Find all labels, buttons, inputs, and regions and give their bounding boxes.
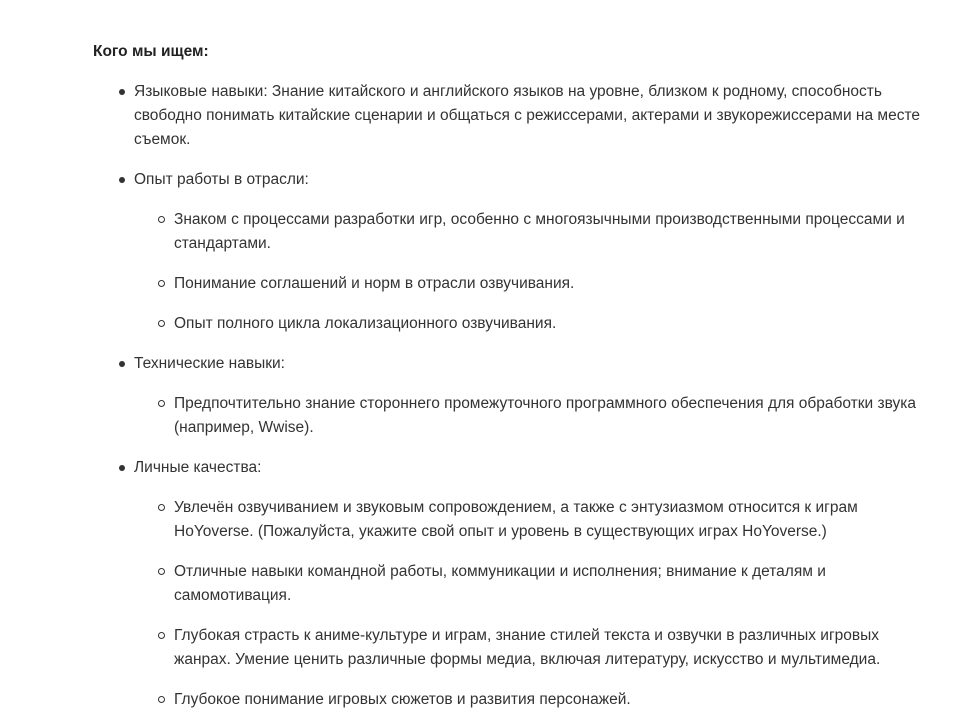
sub-list-item-text: Увлечён озвучиванием и звуковым сопровождением, а также с энтузиазмом относится к играм HoYoverse. (Пожалуйста, укажите свой опыт и уровень в существующих играх HoYoverse.): [174, 496, 938, 544]
sub-list-item: [174, 272, 938, 296]
sub-list: [134, 208, 938, 336]
sub-list-item-text: Знаком с процессами разработки игр, особенно с многоязычными производственными процессами и стандартами.: [174, 208, 938, 256]
list-item-personal-qualities: [134, 456, 938, 712]
sub-list-item-text: Предпочтительно знание стороннего промежуточного программного обеспечения для обработки звука (например, Wwise).: [174, 392, 938, 440]
list-item-text: Языковые навыки: Знание китайского и английского языков на уровне, близком к родному, способность свободно понимать китайские сценарии и общаться с режиссерами, актерами и звукорежиссерами на месте съемок.: [134, 80, 938, 152]
sub-list: [134, 496, 938, 712]
sub-list-item: [174, 496, 938, 544]
sub-list: [134, 392, 938, 440]
sub-list-item-text: Отличные навыки командной работы, коммуникации и исполнения; внимание к деталям и самомотивация.: [174, 560, 938, 608]
sub-list-item-text: Глубокая страсть к аниме-культуре и играм, знание стилей текста и озвучки в различных игровых жанрах. Умение ценить различные формы медиа, включая литературу, искусство и мультимедиа.: [174, 624, 938, 672]
requirements-list: [93, 80, 938, 712]
list-item-technical-skills: [134, 352, 938, 440]
sub-list-item: [174, 208, 938, 256]
list-item-industry-experience: [134, 168, 938, 336]
sub-list-item-text: Глубокое понимание игровых сюжетов и развития персонажей.: [174, 688, 938, 712]
sub-list-item: [174, 392, 938, 440]
sub-list-item-text: Понимание соглашений и норм в отрасли озвучивания.: [174, 272, 938, 296]
list-item-text: Личные качества:: [134, 456, 938, 480]
sub-list-item: [174, 624, 938, 672]
section-heading: Кого мы ищем:: [93, 43, 209, 60]
sub-list-item: [174, 688, 938, 712]
list-item-text: Опыт работы в отрасли:: [134, 168, 938, 192]
sub-list-item: [174, 312, 938, 336]
list-item-language-skills: [134, 80, 938, 152]
sub-list-item: [174, 560, 938, 608]
sub-list-item-text: Опыт полного цикла локализационного озвучивания.: [174, 312, 938, 336]
job-requirements-content: [93, 40, 938, 728]
list-item-text: Технические навыки:: [134, 352, 938, 376]
